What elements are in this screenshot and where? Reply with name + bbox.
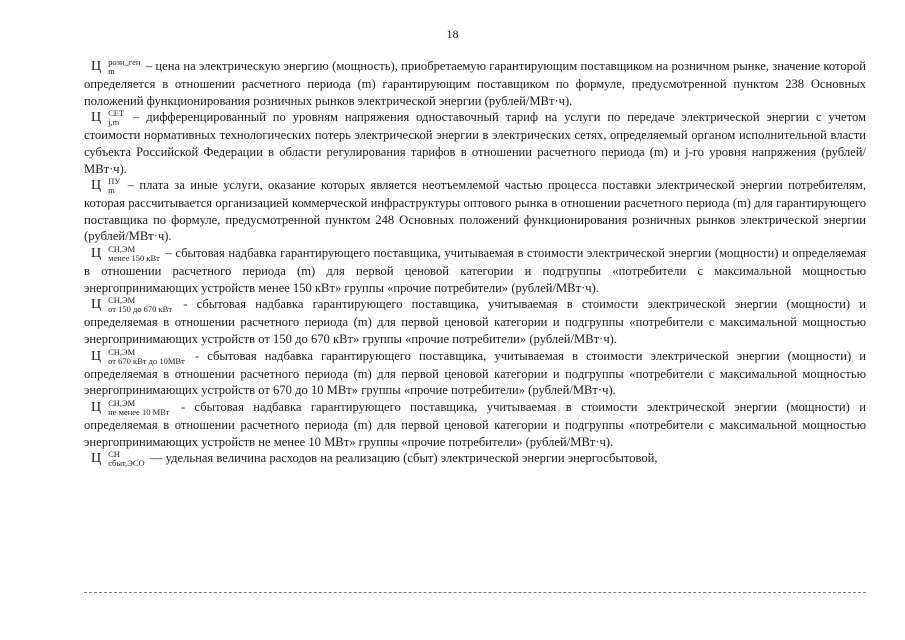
formula-superscript: СН,ЭМ bbox=[108, 295, 136, 306]
formula-indices bbox=[101, 450, 145, 468]
paragraph-text: - сбытовая надбавка гарантирующего поставщика, учитываемая в стоимости электрической энергии (мощности) и определяемая в отношении расчетного периода (m) для первой ценовой категории и подгруппы «потребители с максимальной мощностью энергопринимающих устройств от 670 до 10 МВт» группы «прочие потребители» (рублей/МВт·ч). bbox=[84, 348, 866, 398]
formula-symbol: Ц bbox=[91, 297, 102, 313]
formula-indices bbox=[101, 177, 120, 195]
document-body bbox=[84, 58, 866, 468]
paragraph-markup-under-150kw bbox=[84, 245, 866, 296]
paragraph-text: – плата за иные услуги, оказание которых является неотъемлемой частью процесса поставки электрической энергии потребителям, которая рассчитывается организацией коммерческой инфраструктуры оптового рынка в отношении расчетного периода (m) для гарантирующего поставщика по формуле, предусмотренной пунктом 248 Основных положений функционирования розничных рынков электрической энергии (рублей/МВт·ч). bbox=[84, 178, 866, 244]
formula-superscript: СН,ЭМ bbox=[108, 346, 136, 357]
formula-subscript: сбыт,ЭСО bbox=[108, 458, 145, 469]
formula-subscript: от 670 кВт до 10МВт bbox=[108, 355, 185, 366]
paragraph-markup-670kw-10mw bbox=[84, 348, 866, 399]
formula-symbol: Ц bbox=[91, 348, 102, 364]
formula-symbol: Ц bbox=[91, 178, 102, 194]
paragraph-retail-price bbox=[84, 58, 866, 109]
page-cut-line bbox=[84, 592, 866, 593]
formula-symbol: Ц bbox=[91, 110, 102, 126]
formula-superscript: СН,ЭМ bbox=[108, 398, 136, 409]
page-number: 18 bbox=[446, 27, 459, 41]
paragraph-text: — удельная величина расходов на реализацию (сбыт) электрической энергии энергосбытовой, bbox=[149, 451, 658, 466]
formula-symbol: Ц bbox=[91, 399, 102, 415]
paragraph-markup-over-10mw bbox=[84, 399, 866, 450]
formula-superscript: ПУ bbox=[108, 176, 121, 187]
formula-superscript: розн_ген bbox=[108, 57, 141, 68]
formula-symbol: Ц bbox=[91, 246, 102, 262]
paragraph-markup-150-670kw bbox=[84, 296, 866, 347]
formula-indices bbox=[101, 296, 172, 314]
paragraph-text: – сбытовая надбавка гарантирующего поставщика, учитываемая в стоимости электрической энергии (мощности) и определяемая в отношении расчетного периода (m) для первой ценовой категории и подгруппы «потребители с максимальной мощностью энергопринимающих устройств менее 150 кВт» группы «прочие потребители» (рублей/МВт·ч). bbox=[84, 246, 866, 295]
formula-indices bbox=[101, 399, 169, 417]
paragraph-text: - сбытовая надбавка гарантирующего поставщика, учитываемая в стоимости электрической энергии (мощности) и определяемая в отношении расчетного периода (m) для первой ценовой категории и подгруппы «потребители с максимальной мощностью энергопринимающих устройств не менее 10 МВт» группы «прочие потребители» (рублей/МВт·ч). bbox=[84, 399, 866, 449]
formula-superscript: СН bbox=[108, 450, 120, 460]
formula-symbol: Ц bbox=[91, 451, 102, 467]
formula-subscript: менее 150 кВт bbox=[108, 253, 160, 264]
formula-superscript: СЕТ bbox=[108, 108, 125, 119]
paragraph-network-tariff bbox=[84, 109, 866, 177]
paragraph-text: - сбытовая надбавка гарантирующего поставщика, учитываемая в стоимости электрической энергии (мощности) и определяемая в отношении расчетного периода (m) для первой ценовой категории и подгруппы «потребители с максимальной мощностью энергопринимающих устройств от 150 до 670 кВт» группы «прочие потребители» (рублей/МВт·ч). bbox=[84, 297, 866, 347]
paragraph-other-services bbox=[84, 177, 866, 245]
formula-subscript: не менее 10 МВт bbox=[108, 407, 170, 418]
formula-indices bbox=[101, 245, 160, 263]
formula-superscript: СН,ЭМ bbox=[108, 244, 136, 255]
formula-subscript: m bbox=[108, 66, 115, 77]
formula-subscript: от 150 до 670 кВт bbox=[108, 304, 173, 315]
formula-indices bbox=[101, 109, 124, 127]
formula-subscript: m bbox=[108, 185, 115, 196]
formula-indices bbox=[101, 348, 185, 366]
paragraph-text: – дифференцированный по уровням напряжения одноставочный тариф на услуги по передаче электрической энергии с учетом стоимости нормативных технологических потерь электрической энергии в электрических сетях, определяемый органом исполнительной власти субъекта Российской Федерации в области регулирования тарифов в отношении расчетного периода (m) и j-го уровня напряжения (рублей/МВт·ч). bbox=[84, 110, 866, 176]
paragraph-sales-costs bbox=[84, 450, 866, 468]
paragraph-text: – цена на электрическую энергию (мощность), приобретаемую гарантирующим поставщиком на розничном рынке, значение которой определяется в отношении расчетного периода (m) гарантирующим поставщиком по формуле, предусмотренной пунктом 238 Основных положений функционирования розничных рынков электрической энергии (рублей/МВт·ч). bbox=[84, 59, 866, 108]
formula-subscript: j,m bbox=[108, 117, 120, 128]
formula-indices bbox=[101, 58, 140, 76]
formula-symbol: Ц bbox=[91, 59, 102, 74]
